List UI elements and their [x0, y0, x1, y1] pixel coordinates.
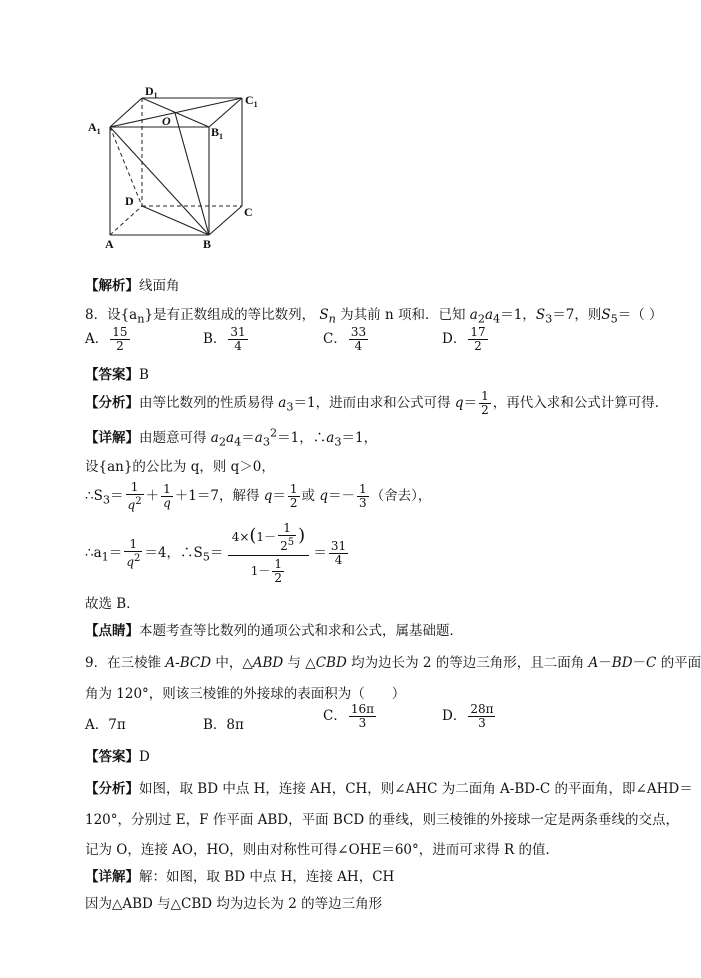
line-db — [142, 206, 209, 235]
q7-jiexi — [85, 274, 180, 294]
q9-fenxi-line3: 记为 O，连接 AO，HO，则由对称性可得∠OHE＝60°，进而可求得 R 的值． — [85, 842, 559, 858]
edge-b1c1 — [209, 98, 242, 127]
q9-xiangjie: 【详解】解：如图，取 BD 中点 H，连接 AH，CH — [85, 869, 395, 885]
q8-xiangjie: 【详解】由题意可得 $a_2a_4=a_3^2=1$，$\therefore a_3=1$， — [85, 426, 378, 449]
edge-bc — [209, 206, 242, 235]
diag-a1c1 — [110, 98, 242, 127]
jiexi-text: 线面角 — [139, 278, 180, 294]
q9-stem-line2: 角为 120°，则该三棱锥的外接球的表面积为（ ） — [85, 686, 406, 702]
q8-stem: 8．设$\{a_n\}$是有正数组成的等比数列， $S_n$ 为其前 n 项和．已知 $a_2a_4=1$，$S_3=7$，则$S_5=$（ ） — [85, 307, 663, 326]
q8-option-a[interactable]: A． $\frac{15}{2}$ — [85, 325, 128, 353]
jiexi-tag: 【解析】 — [85, 278, 139, 294]
q9-option-b[interactable]: B．8π — [203, 717, 244, 733]
svg-text:O: O — [162, 114, 171, 128]
q8-fenxi: 【分析】由等比数列的性质易得 $a_3=1$，进而由求和公式可得 q＝ $\frac{1}{2}$ ，再代入求和公式计算可得． — [85, 389, 669, 417]
svg-text:A1: $A_1$ — [88, 120, 101, 136]
svg-text:C1: $C_1$ — [245, 93, 258, 109]
q8-guxuan: 故选 B． — [85, 596, 140, 612]
svg-text:A: A — [105, 237, 114, 251]
svg-text:D: D — [125, 194, 134, 208]
svg-text:D1: $D_1$ — [145, 84, 158, 100]
edge-ad-hidden — [110, 206, 142, 235]
q8-line-q: 设{an}的公比为 q，则 q＞0， — [85, 459, 275, 475]
q8-dianjing: 【点睛】本题考查等比数列的通项公式和求和公式，属基础题． — [85, 623, 463, 639]
cube-figure — [85, 80, 275, 255]
svg-text:B: B — [203, 237, 212, 251]
q9-stem-line1: 9．在三棱锥 A-BCD 中，△ABD 与 △CBD 均为边长为 2 的等边三角形，且二面角 A－BD－C 的平面 — [85, 655, 701, 671]
q8-line-a1: $\therefore a_1=$ $\frac{1}{q^2}$ ＝4，$\therefore S_5=$ 4×(1－ $\frac{1}{2^5}$ ) 1－ $\frac{1}{2}$ ＝ $\frac{31}{4}$ — [85, 521, 347, 585]
q8-answer: 【答案】B — [85, 367, 149, 383]
svg-text:C: C — [244, 205, 253, 219]
q8-option-b[interactable]: B． $\frac{31}{4}$ — [203, 325, 246, 353]
q8-line-s3: $\therefore S_3=$ $\frac{1}{q^2}$ ＋ $\frac{1}{q}$ ＋1＝7，解得 q＝ $\frac{1}{2}$ 或 q＝－ $\frac{1}{3}$ （舍去）， — [85, 480, 432, 512]
q9-last-line: 因为△ABD 与△CBD 均为边长为 2 的等边三角形 — [85, 896, 383, 912]
edge-a1d1 — [110, 98, 142, 127]
q9-option-d[interactable]: D． $\frac{28\pi}{3}$ — [442, 702, 494, 730]
q9-answer: 【答案】D — [85, 749, 150, 765]
q9-option-a[interactable]: A．7π — [85, 717, 126, 733]
q9-fenxi-line1: 【分析】如图，取 BD 中点 H，连接 AH，CH，则∠AHC 为二面角 A-BD-C 的平面角，即∠AHD＝ — [85, 781, 693, 797]
q9-option-c[interactable]: C． $\frac{16\pi}{3}$ — [323, 702, 374, 730]
q8-option-c[interactable]: C． $\frac{33}{4}$ — [323, 325, 367, 353]
q8-option-d[interactable]: D． $\frac{17}{2}$ — [442, 325, 486, 353]
q9-fenxi-line2: 120°，分别过 E，F 作平面 ABD，平面 BCD 的垂线，则三棱锥的外接球一定是两条垂线的交点， — [85, 812, 680, 828]
svg-text:B1: $B_1$ — [211, 125, 224, 141]
